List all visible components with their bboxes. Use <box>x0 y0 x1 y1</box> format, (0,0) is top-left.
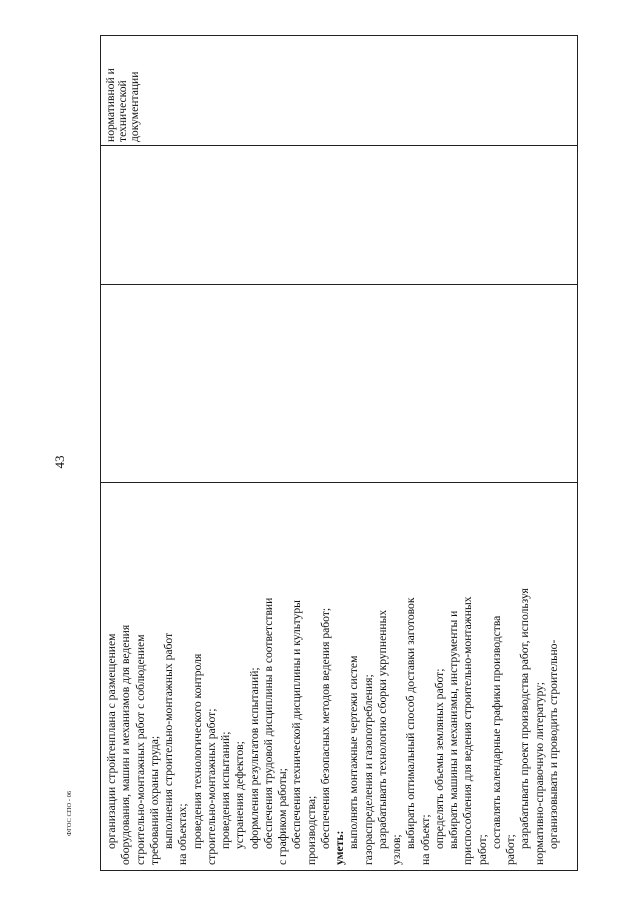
skill-line: строительно-монтажных работ; <box>204 708 218 865</box>
skill-line: приспособления для ведения строительно-монтажных <box>461 596 475 865</box>
skill-line: производства; <box>304 795 318 865</box>
document-line: технической <box>116 80 129 142</box>
skill-line: разрабатывать технологию сборки укрупненных <box>375 609 389 849</box>
skill-line: строительно-монтажных работ с соблюдением <box>133 634 147 865</box>
skill-line: выбирать машины и механизмы, инструменты и <box>447 610 460 849</box>
page-number: 43 <box>52 455 67 469</box>
rotated-page-content <box>100 35 578 871</box>
skill-line: нормативно-справочную литературу; <box>532 682 546 865</box>
column-divider <box>101 284 577 285</box>
skill-line: выполнения строительно-монтажных работ <box>162 632 175 849</box>
skills-cell <box>101 483 561 870</box>
skill-line: на объект; <box>418 814 432 865</box>
skill-line: организовывать и проводить строительно- <box>546 639 560 849</box>
skill-line: обеспечения безопасных методов ведения работ; <box>318 607 332 849</box>
skill-line: требований охраны труда; <box>147 735 161 865</box>
documents-cell <box>101 35 141 146</box>
skill-line: проведения технологического контроля <box>190 653 204 849</box>
content-table <box>100 35 578 871</box>
section-heading: уметь: <box>333 830 346 865</box>
footer-label: ФГОС СПО - 06 <box>66 790 73 836</box>
skill-line: обеспечения трудовой дисциплины в соответствии <box>261 597 275 849</box>
skill-line: организации стройгенплана с размещением <box>105 633 118 849</box>
skill-line: разрабатывать проект производства работ, используя <box>518 588 532 849</box>
skill-line: выполнять монтажные чертежи систем <box>347 655 361 849</box>
skill-line: проведения испытаний; <box>219 731 232 849</box>
skill-line: оборудования, машин и механизмов для ведения <box>119 624 133 865</box>
skill-line: выбирать оптимальный способ доставки заготовок <box>404 597 418 849</box>
skill-line: на объектах; <box>176 803 190 865</box>
document-line: документации <box>128 71 141 142</box>
skill-line: оформления результатов испытаний; <box>247 667 261 849</box>
skill-line: определять объемы земляных работ; <box>432 668 446 849</box>
skill-line: газораспределения и газопотребления; <box>361 674 375 865</box>
document-line: нормативной и <box>104 68 117 142</box>
skill-line: узлов; <box>390 834 403 865</box>
column-divider <box>101 145 577 146</box>
skill-line: устранения дефектов; <box>233 741 247 849</box>
skill-line: составлять календарные графики производства <box>489 615 503 849</box>
skill-line: с графиком работы; <box>276 768 289 865</box>
skill-line: работ; <box>504 834 517 865</box>
skill-line: работ; <box>475 834 489 865</box>
skill-line: обеспечения технической дисциплины и культуры <box>290 600 304 849</box>
